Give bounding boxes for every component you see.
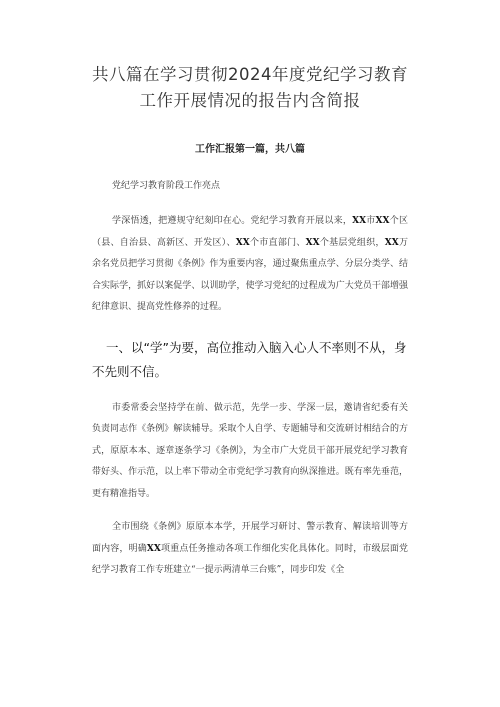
section-label: 党纪学习教育阶段工作亮点 [112,181,221,191]
highlight-xx: XX [352,216,367,226]
highlight-xx: XX [305,237,320,248]
paragraph-3-text: 全市围绕《条例》原原本本学，开展学习研讨、警示教育、解读培训等方面内容，明确 [92,522,408,554]
paragraph-1-text: 学深悟透，把遵规守纪刻印在心。党纪学习教育开展以来， [112,216,353,226]
paragraph-1 [92,211,408,319]
paragraph-1-text: 市 [366,216,376,226]
paragraph-3-text: 项重点任务推动各项工作细化实化具体化。同时，市级层面党纪学习教育工作专班建立“一提示两清单三台账”，同步印发《全 [92,543,408,575]
highlight-xx: XX [384,237,399,248]
title-line-2: 工作开展情况的报告内含简报 [139,91,361,110]
highlight-xx: XX [146,543,161,554]
document-subtitle: 工作汇报第一篇，共八篇 [195,144,305,155]
paragraph-1-text: 个区（县、自治县、高新区、开发区）、 [92,216,408,248]
document-title [92,0,408,114]
highlight-xx: XX [235,237,250,248]
paragraph-1-text: 个市直部门、 [249,237,306,248]
paragraph-2: 市委常委会坚持学在前、做示范，先学一步、学深一层，邀请省纪委有关负责同志作《条例》解读辅导。采取个人自学、专题辅导和交流研讨相结合的方式，原原本本、逐章逐条学习《条例》，为全市广大党员干部开展党纪学习教育带好头、作示范，以上率下带动全市党纪学习教育向纵深推进。既有率先垂范，更有精准指导。 [92,402,408,499]
paragraph-1-text: 个基层党组织， [319,237,385,248]
paragraph-3 [92,517,408,582]
title-line-1: 共八篇在学习贯彻2024年度党纪学习教育 [92,65,408,84]
paragraph-1-text: 万余名党员把学习贯彻《条例》作为重要内容，通过聚焦重点学、分层分类学、结合实际学，抓好以案促学、以训助学，使学习党纪的过程成为广大党员干部增强纪律意识、提高党性修养的过程。 [92,237,408,312]
highlight-xx: XX [375,216,390,226]
section-heading-1: 一、以“学”为要，高位推动入脑入心人不率则不从，身不先则不信。 [92,339,407,379]
